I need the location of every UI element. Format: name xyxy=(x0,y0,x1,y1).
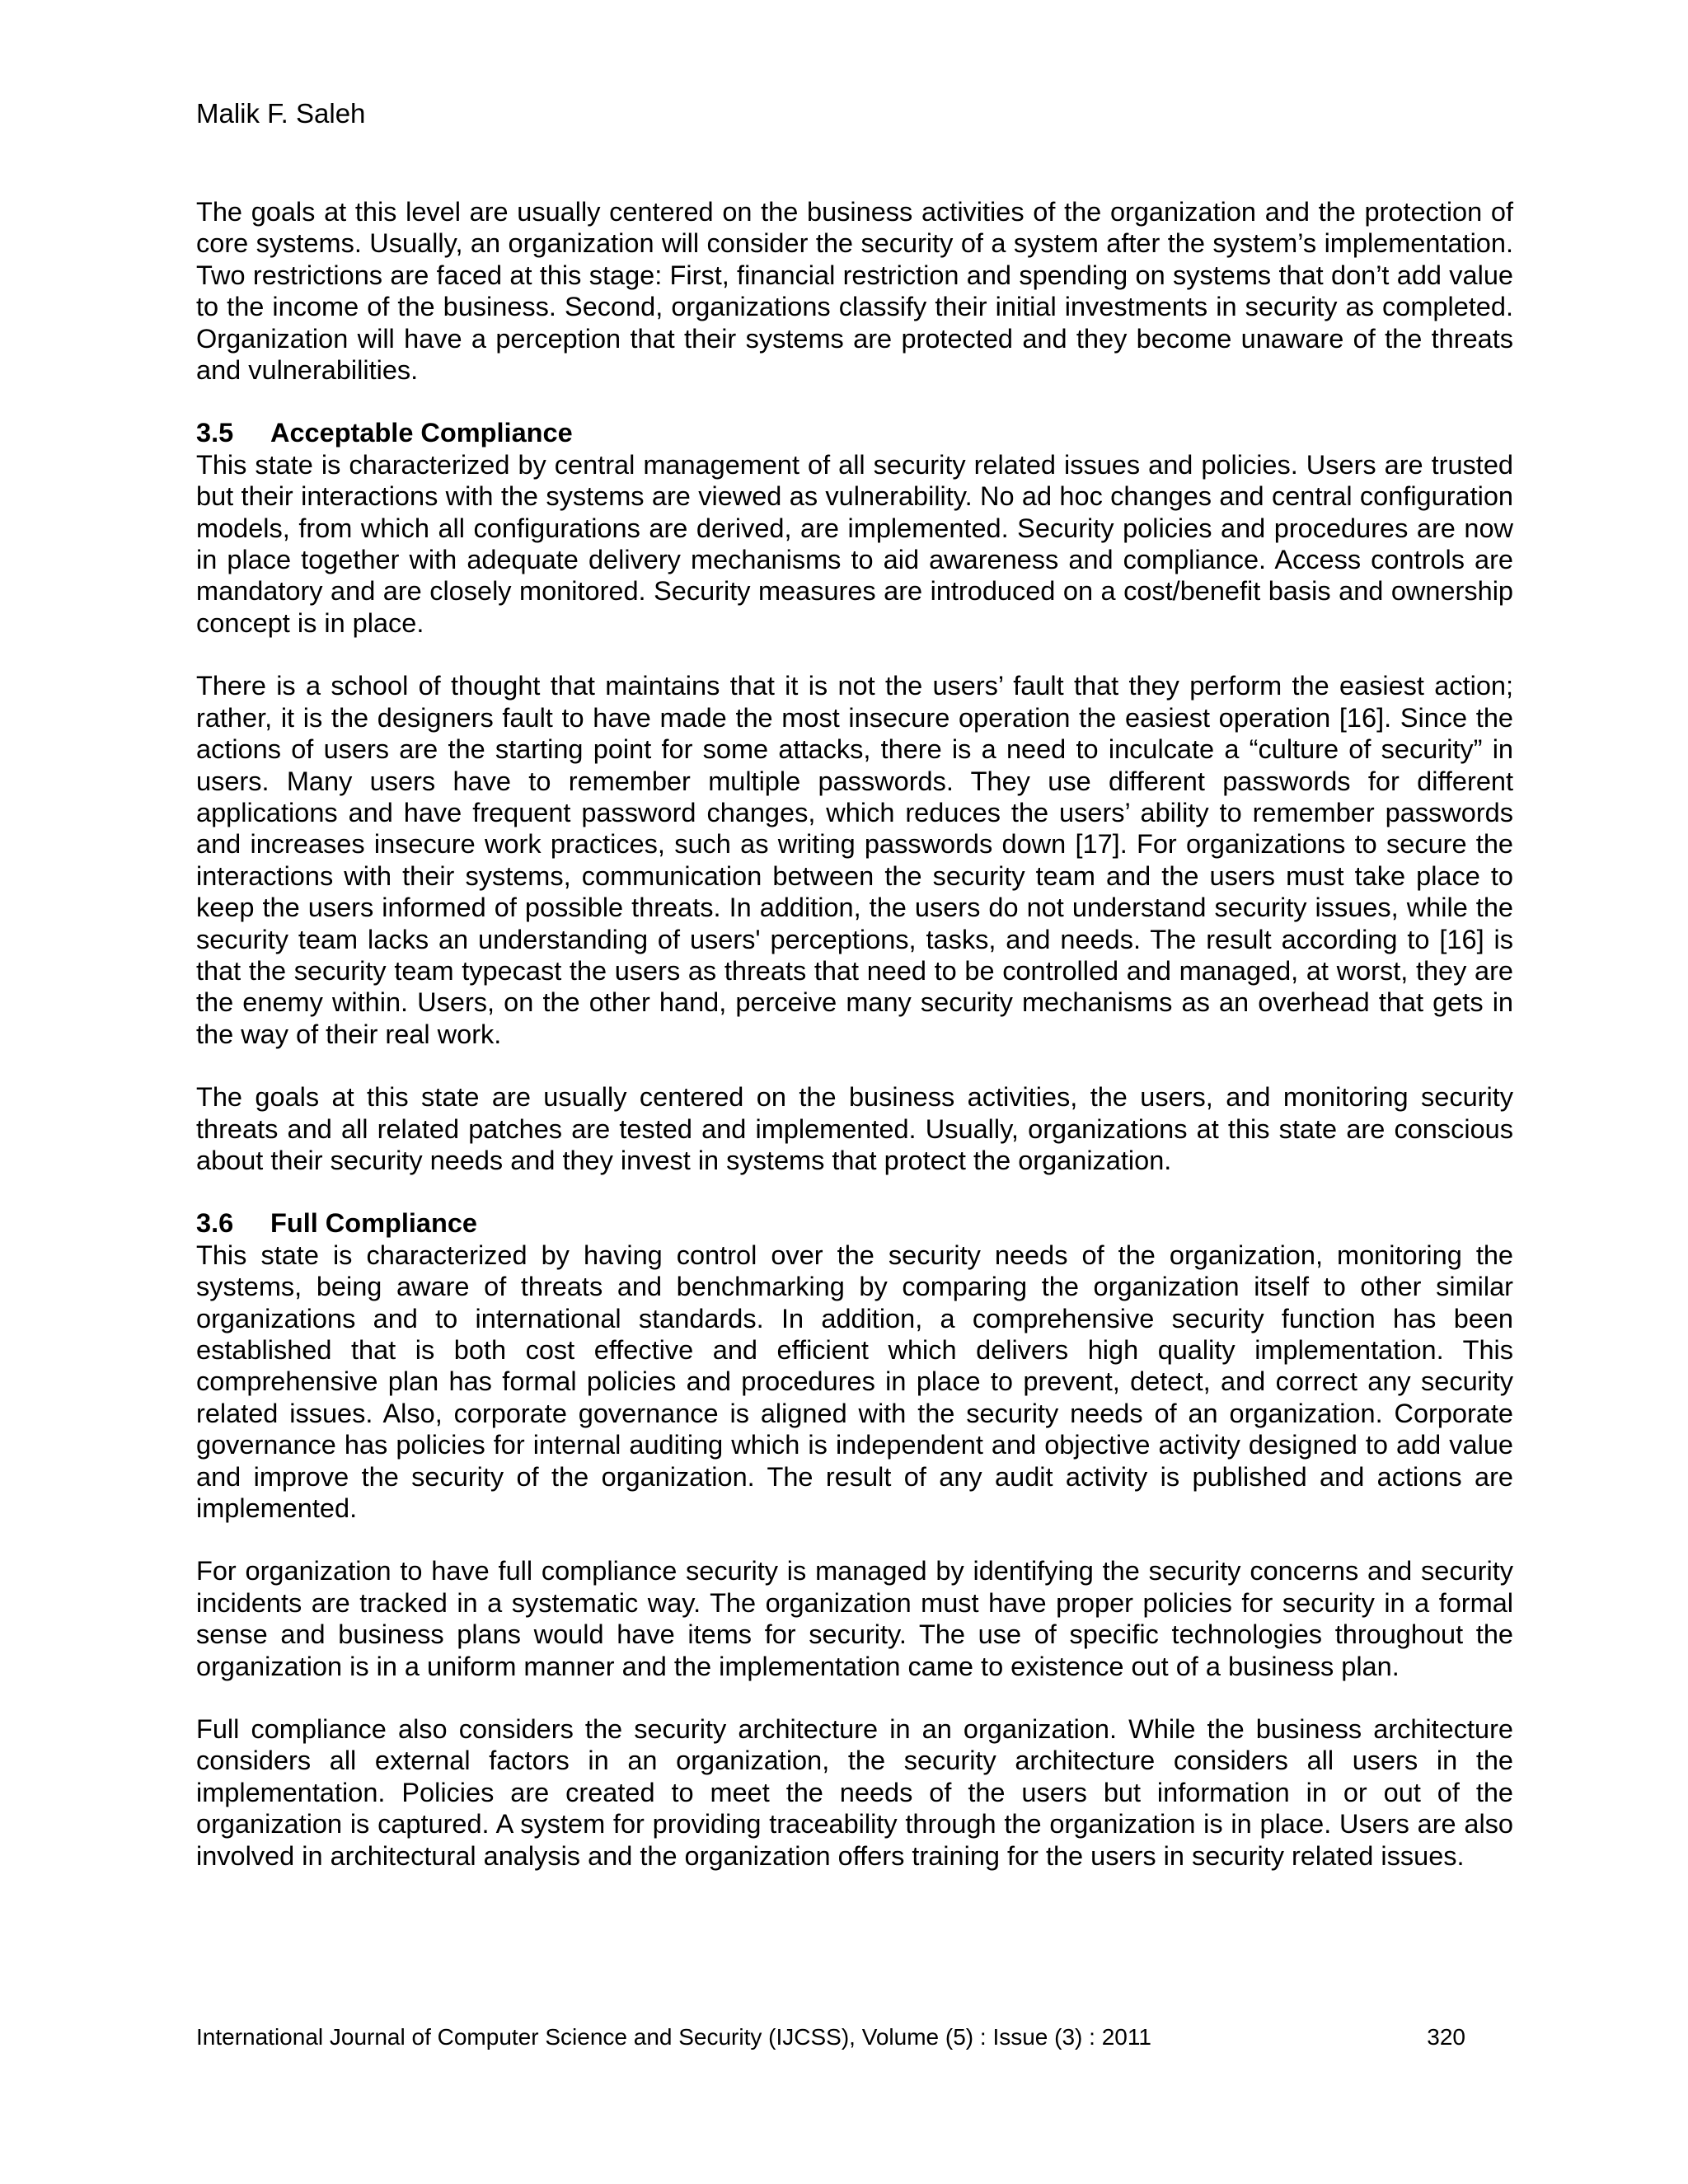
paragraph: For organization to have full compliance security is managed by identifying the security concerns and security incidents are tracked in a systematic way. The organization must have proper policies for security in a formal sense and business plans would have items for security. The use of specific technologies throughout the organization is in a uniform manner and the implementation came to existence out of a business plan. xyxy=(196,1556,1513,1681)
paragraph: This state is characterized by central management of all security related issues and policies. Users are trusted but their interactions with the systems are viewed as vulnerability. No ad hoc changes and central configuration models, from which all configurations are derived, are implemented. Security policies and procedures are now in place together with adequate delivery mechanisms to aid awareness and compliance. Access controls are mandatory and are closely monitored. Security measures are introduced on a cost/benefit basis and ownership concept is in place. xyxy=(196,449,1513,638)
section-number: 3.5 xyxy=(196,418,234,448)
running-head-author: Malik F. Saleh xyxy=(196,98,366,129)
section-title: Acceptable Compliance xyxy=(270,418,573,448)
section-heading-3-5 xyxy=(196,417,1513,448)
section-title: Full Compliance xyxy=(270,1208,478,1239)
page-number: 320 xyxy=(1427,2024,1465,2050)
paragraph: There is a school of thought that maintains that it is not the users’ fault that they perform the easiest action; rather, it is the designers fault to have made the most insecure operation the easiest operation [16]. Since the actions of users are the starting point for some attacks, there is a need to inculcate a “culture of security” in users. Many users have to remember multiple passwords. They use different passwords for different applications and have frequent password changes, which reduces the users’ ability to remember passwords and increases insecure work practices, such as writing passwords down [17]. For organizations to secure the interactions with their systems, communication between the security team and the users must take place to keep the users informed of possible threats. In addition, the users do not understand security issues, while the security team lacks an understanding of users' perceptions, tasks, and needs. The result according to [16] is that the security team typecast the users as threats that need to be controlled and managed, at worst, they are the enemy within. Users, on the other hand, perceive many security mechanisms as an overhead that gets in the way of their real work. xyxy=(196,671,1513,1049)
paragraph: The goals at this state are usually centered on the business activities, the users, and monitoring security threats and all related patches are tested and implemented. Usually, organizations at this state are conscious about their security needs and they invest in systems that protect the organization. xyxy=(196,1082,1513,1175)
body-text xyxy=(196,196,1513,1872)
section-number: 3.6 xyxy=(196,1208,234,1239)
section-heading-3-6 xyxy=(196,1207,1513,1239)
intro-paragraph: The goals at this level are usually centered on the business activities of the organization and the protection of core systems. Usually, an organization will consider the security of a system after the system’s implementation. Two restrictions are faced at this stage: First, financial restriction and spending on systems that don’t add value to the income of the business. Second, organizations classify their initial investments in security as completed. Organization will have a perception that their systems are protected and they become unaware of the threats and vulnerabilities. xyxy=(196,197,1513,386)
paragraph: This state is characterized by having control over the security needs of the organization, monitoring the systems, being aware of threats and benchmarking by comparing the organization itself to other similar organizations and to international standards. In addition, a comprehensive security function has been established that is both cost effective and efficient which delivers high quality implementation. This comprehensive plan has formal policies and procedures in place to prevent, detect, and correct any security related issues. Also, corporate governance is aligned with the security needs of an organization. Corporate governance has policies for internal auditing which is independent and objective activity designed to add value and improve the security of the organization. The result of any audit activity is published and actions are implemented. xyxy=(196,1240,1513,1524)
page-footer xyxy=(196,2023,1465,2051)
paragraph: Full compliance also considers the security architecture in an organization. While the business architecture considers all external factors in an organization, the security architecture considers all users in the implementation. Policies are created to meet the needs of the users but information in or out of the organization is captured. A system for providing traceability through the organization is in place. Users are also involved in architectural analysis and the organization offers training for the users in security related issues. xyxy=(196,1714,1513,1871)
journal-citation: International Journal of Computer Science and Security (IJCSS), Volume (5) : Issue (3) : 2011 xyxy=(196,2024,1151,2050)
